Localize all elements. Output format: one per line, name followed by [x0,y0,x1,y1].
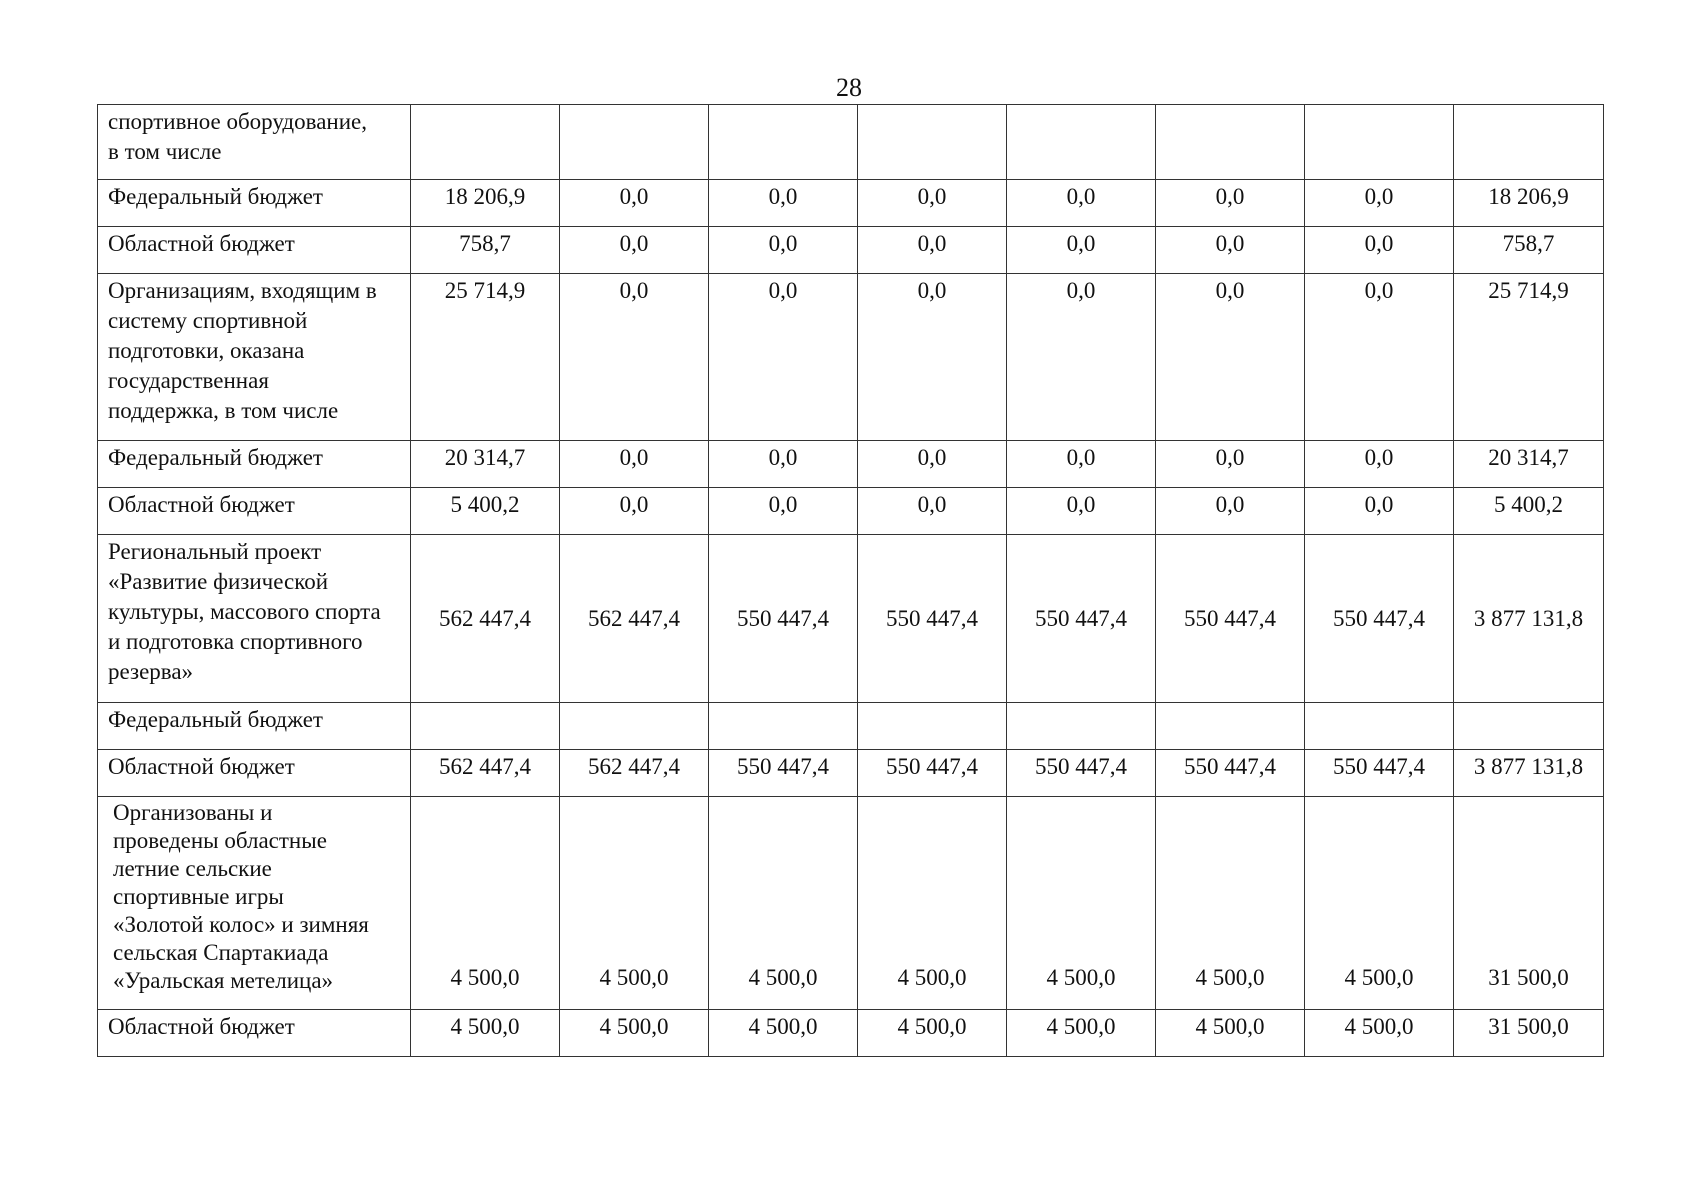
value-cell: 550 447,4 [1007,535,1156,703]
value-cell [1156,703,1305,750]
total-cell: 20 314,7 [1454,441,1604,488]
value-cell: 550 447,4 [709,535,858,703]
table-row [98,180,1604,227]
total-cell: 3 877 131,8 [1454,750,1604,797]
table-row [98,535,1604,703]
value-cell: 4 500,0 [1007,797,1156,1010]
value-cell: 0,0 [1007,441,1156,488]
total-cell: 25 714,9 [1454,274,1604,441]
total-cell: 18 206,9 [1454,180,1604,227]
value-cell: 550 447,4 [858,535,1007,703]
value-cell: 0,0 [1156,274,1305,441]
table-row [98,1010,1604,1057]
value-cell: 0,0 [1156,488,1305,535]
table-row [98,227,1604,274]
value-cell: 0,0 [1156,227,1305,274]
total-cell: 31 500,0 [1454,797,1604,1010]
value-cell: 4 500,0 [709,1010,858,1057]
value-cell: 0,0 [1007,227,1156,274]
value-cell: 0,0 [709,180,858,227]
value-cell [411,105,560,180]
value-cell: 0,0 [1305,488,1454,535]
value-cell: 0,0 [1305,274,1454,441]
budget-table [97,104,1604,1057]
table-row [98,750,1604,797]
value-cell: 0,0 [1156,441,1305,488]
value-cell: 0,0 [560,227,709,274]
total-cell: 758,7 [1454,227,1604,274]
row-label: Федеральный бюджет [98,441,411,488]
value-cell: 0,0 [560,274,709,441]
row-label: Областной бюджет [98,750,411,797]
value-cell: 0,0 [858,227,1007,274]
value-cell: 550 447,4 [858,750,1007,797]
value-cell: 0,0 [1007,488,1156,535]
row-label: Организациям, входящим в систему спортивной подготовки, оказана государственная поддержка, в том числе [98,274,411,441]
row-label: Областной бюджет [98,1010,411,1057]
value-cell: 0,0 [560,180,709,227]
value-cell: 562 447,4 [411,535,560,703]
value-cell: 562 447,4 [411,750,560,797]
value-cell: 4 500,0 [1305,797,1454,1010]
value-cell [1007,703,1156,750]
value-cell: 25 714,9 [411,274,560,441]
total-cell: 31 500,0 [1454,1010,1604,1057]
value-cell: 4 500,0 [411,797,560,1010]
total-cell [1454,105,1604,180]
value-cell [1305,105,1454,180]
value-cell: 0,0 [1007,274,1156,441]
value-cell: 0,0 [858,488,1007,535]
row-label: Организованы и проведены областные летние сельские спортивные игры «Золотой колос» и зимняя сельская Спартакиада «Уральская метелица» [98,797,411,1010]
value-cell [709,105,858,180]
value-cell [1305,703,1454,750]
table-row [98,488,1604,535]
table-row [98,441,1604,488]
table-row [98,274,1604,441]
value-cell [560,703,709,750]
value-cell: 550 447,4 [1007,750,1156,797]
value-cell: 4 500,0 [560,797,709,1010]
value-cell [1156,105,1305,180]
value-cell: 4 500,0 [1156,797,1305,1010]
value-cell: 0,0 [858,441,1007,488]
total-cell: 3 877 131,8 [1454,535,1604,703]
value-cell: 4 500,0 [1305,1010,1454,1057]
row-label: Областной бюджет [98,227,411,274]
value-cell: 0,0 [1305,441,1454,488]
value-cell: 4 500,0 [411,1010,560,1057]
value-cell: 18 206,9 [411,180,560,227]
value-cell: 550 447,4 [1305,535,1454,703]
value-cell [709,703,858,750]
row-label: Областной бюджет [98,488,411,535]
budget-table-body [98,105,1604,1057]
total-cell: 5 400,2 [1454,488,1604,535]
value-cell: 0,0 [709,488,858,535]
value-cell: 0,0 [1305,180,1454,227]
value-cell [858,703,1007,750]
value-cell: 4 500,0 [858,1010,1007,1057]
value-cell: 5 400,2 [411,488,560,535]
value-cell: 0,0 [709,274,858,441]
total-cell [1454,703,1604,750]
value-cell [560,105,709,180]
table-row [98,703,1604,750]
value-cell [858,105,1007,180]
page-number: 28 [836,73,862,102]
row-label: Федеральный бюджет [98,703,411,750]
value-cell [411,703,560,750]
value-cell: 550 447,4 [1156,535,1305,703]
value-cell: 0,0 [560,441,709,488]
value-cell: 0,0 [1305,227,1454,274]
value-cell: 550 447,4 [1156,750,1305,797]
value-cell: 0,0 [560,488,709,535]
value-cell: 550 447,4 [709,750,858,797]
value-cell: 4 500,0 [709,797,858,1010]
value-cell: 4 500,0 [858,797,1007,1010]
value-cell: 20 314,7 [411,441,560,488]
row-label: Региональный проект «Развитие физической культуры, массового спорта и подготовка спортивного резерва» [98,535,411,703]
table-row [98,105,1604,180]
value-cell: 0,0 [858,180,1007,227]
value-cell: 4 500,0 [560,1010,709,1057]
value-cell: 0,0 [1007,180,1156,227]
value-cell: 0,0 [709,227,858,274]
value-cell: 4 500,0 [1007,1010,1156,1057]
row-label: Федеральный бюджет [98,180,411,227]
value-cell: 0,0 [1156,180,1305,227]
value-cell: 0,0 [709,441,858,488]
value-cell: 550 447,4 [1305,750,1454,797]
value-cell: 0,0 [858,274,1007,441]
table-row [98,797,1604,1010]
value-cell [1007,105,1156,180]
row-label: спортивное оборудование, в том числе [98,105,411,180]
value-cell: 4 500,0 [1156,1010,1305,1057]
value-cell: 562 447,4 [560,535,709,703]
value-cell: 562 447,4 [560,750,709,797]
value-cell: 758,7 [411,227,560,274]
